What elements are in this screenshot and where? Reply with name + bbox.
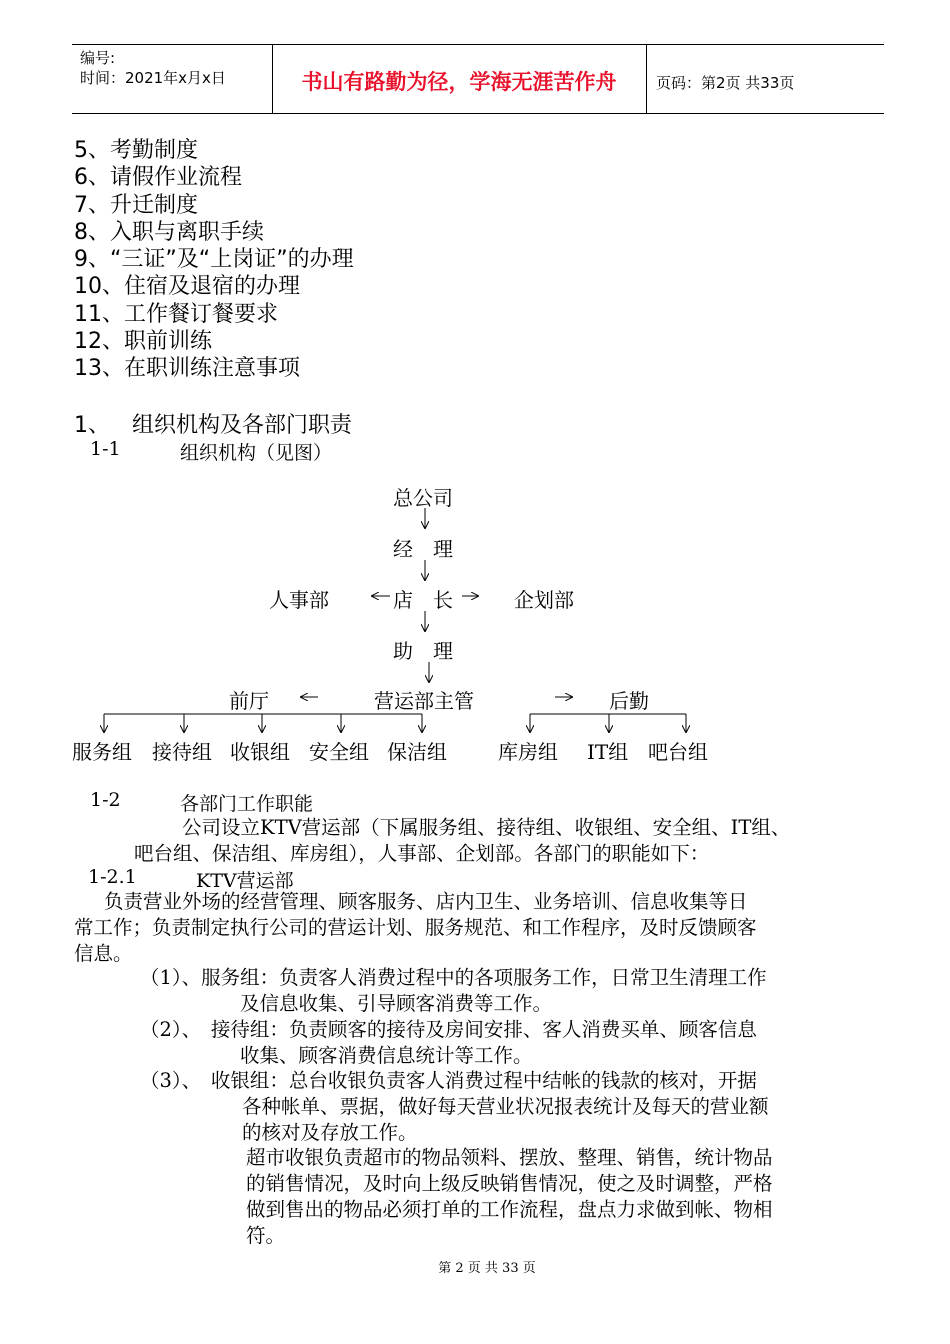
toc-item: 10、住宿及退宿的办理 — [74, 274, 300, 300]
text-line: 各种帐单、票据，做好每天营业状况报表统计及每天的营业额 — [242, 1095, 769, 1118]
text-line: 吧台组、保洁组、库房组），人事部、企划部。各部门的职能如下： — [134, 842, 710, 865]
org-node-front-hall: 前厅 — [229, 689, 269, 713]
org-node-store-manager: 店 长 — [393, 588, 453, 612]
text-line: 做到售出的物品必须打单的工作流程，盘点力求做到帐、物相 — [246, 1198, 773, 1221]
text-line: 超市收银负责超市的物品领料、摆放、整理、销售，统计物品 — [246, 1146, 773, 1169]
org-node-group: 保洁组 — [387, 740, 447, 764]
toc-item: 12、职前训练 — [74, 329, 212, 355]
section-number: 1、 — [74, 413, 110, 438]
subsection-title: KTV营运部 — [196, 870, 294, 892]
header-page-info: 页码：第2页 共33页 — [656, 74, 795, 92]
org-node-ops-supervisor: 营运部主管 — [374, 689, 474, 713]
toc-item: 8、入职与离职手续 — [74, 219, 264, 245]
org-node-hr: 人事部 — [269, 588, 329, 612]
org-node-group: 服务组 — [72, 740, 132, 764]
org-node-manager: 经 理 — [393, 537, 453, 561]
list-item — [140, 1017, 880, 1069]
org-node-company: 总公司 — [393, 486, 453, 510]
text-line: 及信息收集、引导顾客消费等工作。 — [240, 992, 553, 1015]
subsection-number: 1-2 — [90, 789, 121, 811]
org-node-group: 吧台组 — [648, 740, 708, 764]
toc-item: 7、升迁制度 — [74, 192, 198, 218]
text-line: 常工作；负责制定执行公司的营运计划、服务规范、和工作程序，及时反馈顾客 — [74, 916, 757, 939]
org-node-planning: 企划部 — [514, 588, 574, 612]
text-line: 收集、顾客消费信息统计等工作。 — [240, 1044, 533, 1067]
subsection-title: 组织机构（见图） — [180, 442, 333, 464]
org-node-group: 收银组 — [230, 740, 290, 764]
subsection-number: 1-2.1 — [88, 866, 137, 888]
text-line: 信息。 — [74, 942, 133, 965]
intro-paragraph — [134, 815, 902, 867]
org-node-back-office: 后勤 — [609, 689, 649, 713]
ops-paragraph — [74, 889, 874, 967]
toc-item: 13、在职训练注意事项 — [74, 356, 300, 382]
org-node-group: 安全组 — [309, 740, 369, 764]
text-line: 的核对及存放工作。 — [242, 1121, 418, 1144]
text-line: （2）、 接待组：负责顾客的接待及房间安排、客人消费买单、顾客信息 — [140, 1018, 757, 1041]
text-line: （3）、 收银组：总台收银负责客人消费过程中结帐的钱款的核对，开据 — [140, 1069, 757, 1092]
toc-item: 6、请假作业流程 — [74, 165, 242, 191]
list-item — [140, 1068, 880, 1146]
org-node-group: 库房组 — [498, 740, 558, 764]
section-title: 组织机构及各部门职责 — [132, 413, 353, 438]
time-label: 时间：2021年x月x日 — [80, 69, 226, 87]
list-item — [140, 965, 880, 1017]
subsection-title: 各部门工作职能 — [180, 793, 314, 815]
page-footer: 第 2 页 共 33 页 — [438, 1261, 536, 1276]
text-line: 公司设立KTV营运部（下属服务组、接待组、收银组、安全组、IT组、 — [182, 816, 791, 839]
market-paragraph — [246, 1145, 886, 1249]
org-node-group: 接待组 — [152, 740, 212, 764]
org-node-assistant: 助 理 — [393, 639, 453, 663]
org-node-group: IT组 — [587, 740, 629, 764]
text-line: 的销售情况，及时向上级反映销售情况，使之及时调整，严格 — [246, 1172, 773, 1195]
toc-item: 11、工作餐订餐要求 — [74, 301, 278, 327]
text-line: 符。 — [246, 1224, 286, 1247]
subsection-number: 1-1 — [90, 438, 121, 460]
toc-item: 9、“三证”及“上岗证”的办理 — [74, 247, 354, 273]
code-label: 编号: — [80, 49, 116, 67]
header-motto: 书山有路勤为径，学海无涯苦作舟 — [301, 70, 617, 94]
toc-item: 5、考勤制度 — [74, 138, 198, 163]
text-line: （1）、服务组：负责客人消费过程中的各项服务工作，日常卫生清理工作 — [140, 966, 767, 989]
text-line: 负责营业外场的经营管理、顾客服务、店内卫生、业务培训、信息收集等日 — [104, 890, 748, 913]
